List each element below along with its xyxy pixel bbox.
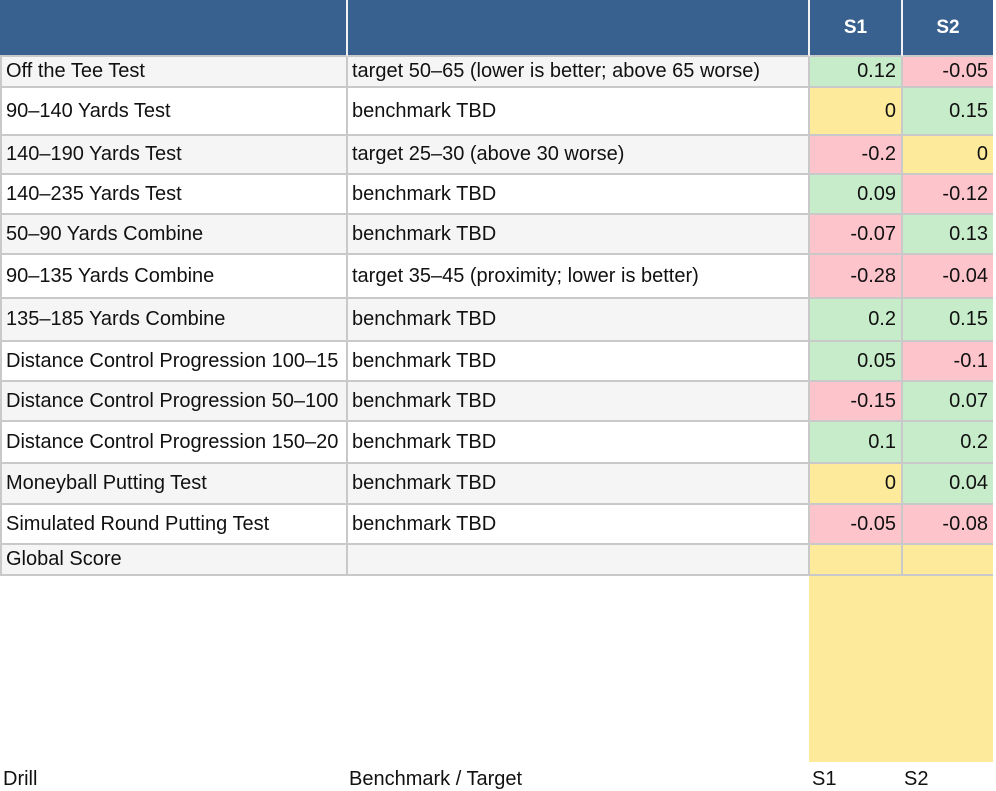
s2-value-cell: -0.04 (903, 255, 993, 299)
s2-value-cell: -0.08 (903, 505, 993, 545)
header-s1: S1 (810, 0, 903, 57)
header-drill (0, 0, 348, 57)
s1-value-cell (810, 545, 903, 576)
benchmark-cell: benchmark TBD (348, 299, 810, 342)
s1-value-cell: -0.15 (810, 382, 903, 422)
s1-value-cell: -0.28 (810, 255, 903, 299)
drill-cell: Global Score (0, 545, 348, 576)
table-row (0, 215, 993, 255)
global-score-extension-block (809, 576, 993, 762)
s2-value-cell: -0.05 (903, 57, 993, 88)
s2-value-cell: -0.1 (903, 342, 993, 382)
footer-label-drill: Drill (3, 768, 38, 790)
benchmark-cell (348, 545, 810, 576)
s2-value-cell: 0.15 (903, 88, 993, 136)
benchmark-cell: benchmark TBD (348, 382, 810, 422)
benchmark-cell: benchmark TBD (348, 342, 810, 382)
benchmark-cell: benchmark TBD (348, 464, 810, 505)
drill-cell: Distance Control Progression 150–20 (0, 422, 348, 464)
benchmark-cell: target 35–45 (proximity; lower is better) (348, 255, 810, 299)
benchmark-cell: benchmark TBD (348, 175, 810, 215)
table-row (0, 422, 993, 464)
s1-value-cell: -0.07 (810, 215, 903, 255)
table-row (0, 505, 993, 545)
s1-value-cell: 0 (810, 88, 903, 136)
s1-value-cell: 0.05 (810, 342, 903, 382)
benchmark-cell: benchmark TBD (348, 422, 810, 464)
drill-cell: Off the Tee Test (0, 57, 348, 88)
header-benchmark (348, 0, 810, 57)
drill-cell: 140–235 Yards Test (0, 175, 348, 215)
drill-cell: Distance Control Progression 50–100 (0, 382, 348, 422)
table-row (0, 88, 993, 136)
s1-value-cell: -0.2 (810, 136, 903, 175)
benchmark-cell: benchmark TBD (348, 215, 810, 255)
s1-value-cell: -0.05 (810, 505, 903, 545)
s2-value-cell: 0.07 (903, 382, 993, 422)
benchmark-cell: target 50–65 (lower is better; above 65 worse) (348, 57, 810, 88)
table-row (0, 57, 993, 88)
s2-value-cell: 0.04 (903, 464, 993, 505)
footer-label-s2: S2 (904, 768, 929, 790)
benchmark-cell: target 25–30 (above 30 worse) (348, 136, 810, 175)
s2-value-cell: 0.15 (903, 299, 993, 342)
s2-value-cell: 0 (903, 136, 993, 175)
s2-value-cell: 0.2 (903, 422, 993, 464)
table-row (0, 382, 993, 422)
drill-cell: 135–185 Yards Combine (0, 299, 348, 342)
header-s2: S2 (903, 0, 993, 57)
table-header-row (0, 0, 993, 57)
s1-value-cell: 0.1 (810, 422, 903, 464)
benchmark-cell: benchmark TBD (348, 505, 810, 545)
table-row (0, 545, 993, 576)
s1-value-cell: 0.2 (810, 299, 903, 342)
table-row (0, 464, 993, 505)
s2-value-cell: -0.12 (903, 175, 993, 215)
s2-value-cell: 0.13 (903, 215, 993, 255)
s1-value-cell: 0 (810, 464, 903, 505)
table-row (0, 175, 993, 215)
drill-cell: 90–140 Yards Test (0, 88, 348, 136)
table-body (0, 57, 993, 576)
table-row (0, 299, 993, 342)
s2-value-cell (903, 545, 993, 576)
drill-cell: Distance Control Progression 100–15 (0, 342, 348, 382)
table-row (0, 342, 993, 382)
drill-cell: 140–190 Yards Test (0, 136, 348, 175)
drill-cell: 90–135 Yards Combine (0, 255, 348, 299)
drill-cell: Simulated Round Putting Test (0, 505, 348, 545)
s1-value-cell: 0.12 (810, 57, 903, 88)
drill-cell: Moneyball Putting Test (0, 464, 348, 505)
s1-value-cell: 0.09 (810, 175, 903, 215)
table-row (0, 136, 993, 175)
footer-label-benchmark: Benchmark / Target (349, 768, 523, 790)
benchmark-cell: benchmark TBD (348, 88, 810, 136)
drill-cell: 50–90 Yards Combine (0, 215, 348, 255)
footer-label-s1: S1 (812, 768, 837, 790)
table-row (0, 255, 993, 299)
